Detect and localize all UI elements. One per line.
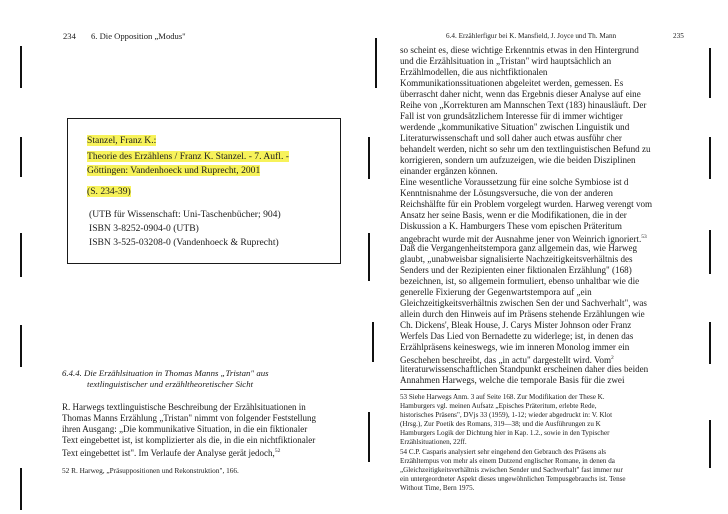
right-body-line: bezeichnen, ist, so allgemein formuliert, ebenso unhaltbar wie die bbox=[400, 276, 640, 286]
card-isbn-utb: ISBN 3-8252-0904-0 (UTB) bbox=[89, 223, 199, 234]
right-footnote-line: 53 Siehe Harwegs Anm. 3 auf Seite 168. Zur Modifikation der These K. bbox=[400, 393, 605, 401]
footnote-rule bbox=[400, 389, 460, 390]
right-body-line: Ansatz her seine Basis, wenn er die Modifikationen, die in der bbox=[400, 210, 627, 220]
right-running-title: 6.4. Erzählerfigur bei K. Mansfield, J. Joyce und Th. Mann bbox=[446, 32, 617, 40]
library-card bbox=[67, 118, 341, 264]
right-body-line: Werfels Das Lied von Bernadette zu widerlege; ist, in denen das bbox=[400, 331, 634, 341]
right-footnote-line: „Gleichzeitigkeitsverhältnis zwischen Sender und Sachverhalt" fast immer nur bbox=[400, 466, 623, 474]
scan-mark bbox=[709, 420, 711, 468]
card-title-line1: Theorie des Erzählens / Franz K. Stanzel. - 7. Aufl. - bbox=[87, 151, 289, 162]
right-body-line: Senders und der Rezipienten einer fiktionalen Erzählung" (168) bbox=[400, 265, 632, 275]
scan-mark bbox=[368, 233, 370, 281]
right-body-line: einander ergänzen können. bbox=[400, 166, 498, 176]
right-body-line: überrascht daher nicht, wenn das Ergebnis dieser Analyse auf eine bbox=[400, 89, 641, 99]
footnote-ref-53: 53 bbox=[641, 234, 647, 240]
scan-mark bbox=[368, 412, 370, 462]
left-body-line: Text eingebettet ist, ist komplizierter als die, in die ein nichtfiktionaler bbox=[62, 435, 316, 445]
right-body-line: angebracht wurde mit der Ausnahme jener von Weinrich ignoriert.$^{53}$ bbox=[400, 234, 647, 245]
card-isbn-vr: ISBN 3-525-03208-0 (Vandenhoeck & Ruprecht) bbox=[89, 237, 279, 248]
right-footnote-line: Without Time, Bern 1975. bbox=[400, 484, 475, 492]
right-body-line: so scheint es, diese wichtige Erkenntnis etwas in den Hintergrund bbox=[400, 45, 639, 55]
scan-mark bbox=[709, 137, 711, 179]
scan-mark bbox=[20, 137, 22, 177]
right-body-line: Reihe von „Korrekturen am Mannschen Text (183) hinausläuft. Der bbox=[400, 100, 647, 110]
right-footnote-line: 54 C.P. Casparis analysiert sehr eingehend den Gebrauch des Präsens als bbox=[400, 448, 607, 456]
right-body-line: Erzählpräsens keineswegs, wie im inneren Monolog immer ein bbox=[400, 342, 630, 352]
scan-mark bbox=[372, 322, 374, 362]
scan-mark bbox=[709, 322, 711, 364]
scan-mark bbox=[709, 230, 711, 274]
left-running-title: 6. Die Opposition „Modus" bbox=[91, 31, 186, 41]
right-footnote-line: Erzähltempus von mehr als einem Dutzend englischer Romane, in denen da bbox=[400, 457, 615, 465]
scan-mark bbox=[375, 38, 377, 88]
left-footnote: 52 R. Harweg, „Präsuppositionen und Rekonstruktion", 166. bbox=[62, 467, 239, 475]
right-footnote-line: historisches Präsens", DVjs 33 (1959), 1-12; wieder abgedruckt in: V. Klot bbox=[400, 411, 613, 419]
card-author: Stanzel, Franz K.: bbox=[87, 135, 157, 146]
right-body-line: Gleichzeitigkeitsverhältnis zwischen Sen der und Sachverhalt", was bbox=[400, 298, 647, 308]
right-body-line: Literaturwissenschaft und soll daher auch etwas ausführ cher bbox=[400, 133, 622, 143]
right-footnote-line: (Hrsg.), Zur Poetik des Romans, 319—38; und die Ausführungen zu K bbox=[400, 420, 601, 428]
right-footnote-line: Erzählsituationen, 22ff. bbox=[400, 438, 467, 446]
right-body-line: Daß die Vergangenheitstempora ganz allgemein das, wie Harweg bbox=[400, 243, 638, 253]
scan-mark bbox=[20, 233, 22, 277]
scan-mark bbox=[368, 137, 370, 179]
right-body-line: Kommunikationssituationen abgeleitet werden, gemessen. Es bbox=[400, 78, 624, 88]
right-body-line: korrigieren, sondern um aufzuzeigen, wie die beiden Disziplinen bbox=[400, 155, 636, 165]
right-body-line: und die Erzählsituation in „Tristan" wird hauptsächlich an bbox=[400, 56, 612, 66]
right-body-line: Kenntnisnahme der Lösungsversuche, die von der anderen bbox=[400, 188, 613, 198]
left-body-line: Text eingebettet ist". Im Verlaufe der Analyse gerät jedoch,$^{52}$ bbox=[62, 448, 281, 458]
footnote-ref-2: 2 bbox=[611, 355, 614, 361]
right-body-line: Eine wesentliche Voraussetzung für eine solche Symbiose ist d bbox=[400, 177, 629, 187]
right-body-line: glaubt, „unabweisbar signalisierte Nachzeitigkeitsverhältnis des bbox=[400, 254, 633, 264]
right-body-line: Fall ist von grundsätzlichem Interesse für di immer wichtiger bbox=[400, 111, 623, 121]
right-page-number: 235 bbox=[673, 32, 684, 40]
right-body-line: Ch. Dickens', Bleak House, J. Carys Mister Johnson oder Franz bbox=[400, 320, 632, 330]
scan-mark bbox=[20, 46, 22, 88]
section-heading-line1: 6.4.4. Die Erzählsituation in Thomas Manns „Tristan" aus bbox=[62, 368, 269, 378]
right-footnote-line: Hamburgers vgl. meinen Aufsatz „Episches Präteritum, erlebte Rede, bbox=[400, 402, 597, 410]
right-body-line: allein durch den Hinweis auf im Präsens stehende Erzählungen wie bbox=[400, 309, 645, 319]
left-page-number: 234 bbox=[63, 31, 76, 41]
footnote-ref-52: 52 bbox=[274, 448, 281, 454]
left-body-line: R. Harwegs textlinguistische Beschreibung der Erzählsituationen in bbox=[62, 402, 306, 412]
scan-mark bbox=[20, 325, 22, 367]
left-body-line: ihren Ausgang: „Die kommunikative Situation, in die ein fiktionaler bbox=[62, 424, 308, 434]
right-body-line: Annahmen Harwegs, welche die temporale Basis für die zwei bbox=[400, 375, 625, 385]
right-footnote-line: Hamburgers Logik der Dichtung hier in Kap. 1.2., sowie in den Typischer bbox=[400, 429, 610, 437]
right-body-line: generelle Fixierung der Gegenwartstempora auf „ein bbox=[400, 287, 592, 297]
card-pages: (S. 234-39) bbox=[87, 186, 131, 197]
card-title-line2: Göttingen: Vandenhoeck und Ruprecht, 2001 bbox=[87, 165, 261, 176]
card-series: (UTB für Wissenschaft: Uni-Taschenbücher; 904) bbox=[89, 209, 281, 220]
right-body-line: Diskussion a K. Hamburgers These vom epischen Präteritum bbox=[400, 221, 622, 231]
scan-mark bbox=[20, 468, 22, 510]
right-footnote-line: ein untergeordneter Aspekt dieses ungewöhnlichen Tempusgebrauchs ist. Tense bbox=[400, 475, 626, 483]
right-body-line: Reichshälfte für ein Problem vorgelegt wurden. Harweg verengt vom bbox=[400, 199, 653, 209]
right-body-line: behandelt werden, nicht so sehr um den textlinguistischen Befund zu bbox=[400, 144, 651, 154]
scan-mark bbox=[709, 48, 711, 98]
section-heading-line2: textlinguistischer und erzähltheoretischer Sicht bbox=[87, 378, 254, 389]
left-body-line: Thomas Manns Erzählung „Tristan" nimmt von folgender Feststellung bbox=[62, 413, 317, 423]
right-body-line: werdende „kommunikative Situation" zwischen Linguistik und bbox=[400, 122, 630, 132]
right-body-line: Erzählmodellen, die aus nichtfiktionalen bbox=[400, 67, 548, 77]
right-body-line: Geschehen beschreibt, das „in actu" dargestellt wird. Vom$^2$ bbox=[400, 355, 614, 366]
section-heading bbox=[62, 368, 269, 389]
right-body-line: literaturwissenschaftlichen Standpunkt erscheinen daher dies beiden bbox=[400, 364, 649, 374]
